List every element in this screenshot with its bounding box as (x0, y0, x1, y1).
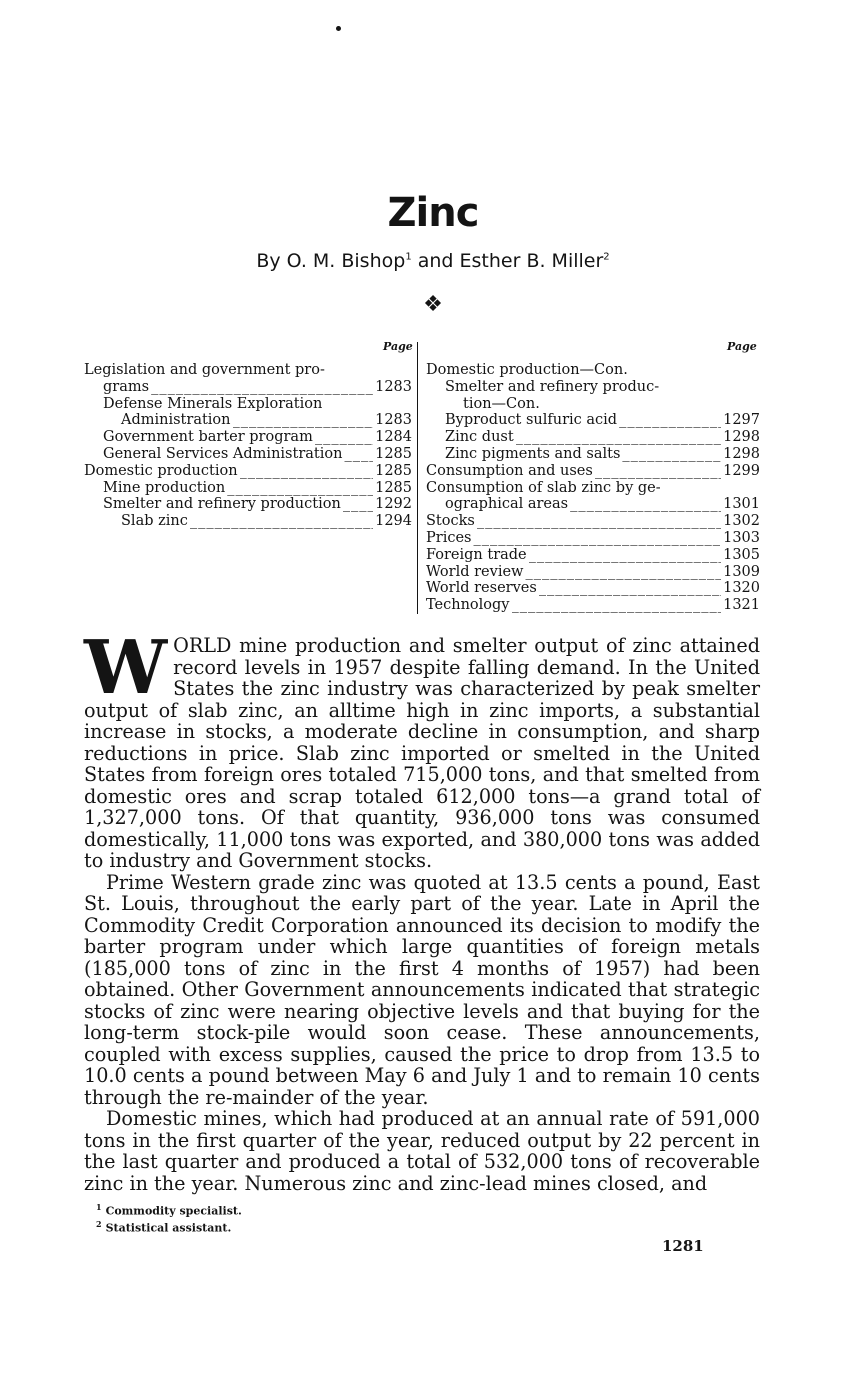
page-number: 1281 (662, 1237, 704, 1255)
toc-page-header-right: Page (727, 340, 757, 353)
drop-cap: W (84, 625, 168, 711)
toc-left-column (84, 362, 412, 530)
footnote-ref-2: 2 (603, 251, 610, 263)
footnotes (96, 1201, 242, 1234)
dot-leader (619, 412, 721, 429)
dot-leader (622, 446, 721, 463)
toc-page-number: 1294 (375, 513, 412, 530)
dot-leader (595, 463, 721, 480)
toc-entry: Domestic production _____ 1285 (84, 463, 412, 480)
toc-entry: Administration _____ 1283 (84, 412, 412, 429)
dot-leader (151, 379, 373, 396)
chapter-title: Zinc (387, 190, 479, 236)
toc-entry: Legislation and government pro- (84, 362, 325, 378)
toc-entry: Government barter program _____ 1284 (84, 429, 412, 446)
toc-entry: Stocks _____ 1302 (426, 513, 760, 530)
paragraph-3: Domestic mines, which had produced at an annual rate of 591,000 tons in the first quarter of the year, reduced output by 22 percent in the last quarter and produced a total of 532,000 tons of recoverable zinc in the year. Numerous zinc and zinc-lead mines closed, and (84, 1107, 760, 1195)
toc-page-number: 1285 (375, 462, 412, 479)
paragraph-1: WORLD mine production and smelter output of zinc attained record levels in 1957 despite falling demand. In the United States the zinc industry was characterized by peak smelter output of slab zinc, an alltime high in zinc imports, a substantial increase in stocks, a moderate decline in consumption, and sharp reductions in price. Slab zinc imported or smelted in the United States from foreign ores totaled 715,000 tons, and that smelted from domestic ores and scrap totaled 612,000 tons—a grand total of 1,327,000 tons. Of that quantity, 936,000 tons was consumed domestically, 11,000 tons was exported, and 380,000 tons was added to industry and Government stocks. (84, 625, 760, 872)
toc-entry: Smelter and refinery produc- (445, 378, 660, 395)
toc-entry: ographical areas _____ 1301 (426, 496, 760, 513)
toc-entry: General Services Administration _____ 1285 (84, 446, 412, 463)
dot-leader (344, 446, 373, 463)
toc-page-number: 1305 (723, 546, 760, 563)
footnote: $^1$ Commodity specialist. (96, 1202, 242, 1218)
footnote: $^2$ Statistical assistant. (96, 1218, 232, 1235)
dot-leader (516, 429, 721, 446)
toc-entry: Consumption of slab zinc by ge- (426, 479, 661, 496)
dot-leader (477, 513, 721, 530)
toc-divider (417, 342, 418, 614)
dot-leader (240, 463, 374, 480)
toc-page-number: 1285 (375, 445, 412, 462)
toc-page-header-left: Page (383, 340, 413, 353)
dot-leader (190, 513, 373, 530)
dot-leader (539, 580, 721, 597)
toc-entry: Zinc pigments and salts _____ 1298 (426, 446, 760, 463)
toc-page-number: 1309 (723, 563, 760, 580)
paragraph-2: Prime Western grade zinc was quoted at 13.5 cents a pound, East St. Louis, throughout the early part of the year. Late in April the Commodity Credit Corporation announced its decision to modify the barter program under which large quantities of foreign metals (185,000 tons of zinc in the first 4 months of 1957) had been obtained. Other Government announcements indicated that strategic stocks of zinc were nearing objective levels and that buying for the long-term stock-pile would soon cease. These announcements, coupled with excess supplies, caused the price to drop from 13.5 to 10.0 cents a pound between May 6 and July 1 and to remain 10 cents through the re-mainder of the year. (84, 870, 760, 1109)
toc-entry: Slab zinc _____ 1294 (84, 513, 412, 530)
toc-page-number: 1297 (723, 412, 760, 429)
toc-page-number: 1321 (723, 597, 760, 614)
toc-page-number: 1283 (375, 378, 412, 395)
toc-entry: World reserves _____ 1320 (426, 580, 760, 597)
dot-leader (473, 530, 721, 547)
byline (0, 250, 866, 272)
footnote-ref-1: 1 (405, 251, 412, 263)
author-1: By O. M. Bishop (256, 250, 406, 272)
dot-leader (343, 496, 373, 513)
toc-entry: Domestic production—Con. (426, 362, 628, 378)
toc-entry: tion—Con. (463, 395, 540, 412)
toc-page-number: 1301 (723, 496, 760, 513)
toc-entry: Smelter and refinery production _____ 1292 (84, 496, 412, 513)
toc-entry: Consumption and uses _____ 1299 (426, 463, 760, 480)
author-2: and Esther B. Miller (411, 250, 604, 272)
scan-speck (336, 26, 341, 31)
ornament-icon: ❖ (423, 292, 443, 317)
toc-page-number: 1302 (723, 513, 760, 530)
toc-entry: World review _____ 1309 (426, 564, 760, 581)
toc-entry: Technology _____ 1321 (426, 597, 760, 614)
dot-leader (525, 564, 721, 581)
dot-leader (570, 496, 721, 513)
toc-right-column (426, 362, 760, 614)
toc-page-number: 1284 (375, 429, 412, 446)
toc-entry: Foreign trade _____ 1305 (426, 547, 760, 564)
toc-entry: Mine production _____ 1285 (84, 480, 412, 497)
toc-page-number: 1320 (723, 580, 760, 597)
toc-entry: Prices _____ 1303 (426, 530, 760, 547)
toc-page-number: 1298 (723, 445, 760, 462)
toc-entry: Byproduct sulfuric acid _____ 1297 (426, 412, 760, 429)
dot-leader (233, 412, 374, 429)
dot-leader (512, 597, 722, 614)
dot-leader (529, 547, 721, 564)
toc-entry: Defense Minerals Exploration (103, 395, 323, 412)
toc-entry: Zinc dust _____ 1298 (426, 429, 760, 446)
toc-entry: grams _____ 1283 (84, 379, 412, 396)
toc-page-number: 1303 (723, 529, 760, 546)
toc-page-number: 1285 (375, 479, 412, 496)
body-text (84, 625, 760, 1195)
toc-page-number: 1298 (723, 429, 760, 446)
toc-page-number: 1299 (723, 462, 760, 479)
toc-page-number: 1292 (375, 496, 412, 513)
dot-leader (315, 429, 373, 446)
dot-leader (227, 480, 373, 497)
toc-page-number: 1283 (375, 412, 412, 429)
